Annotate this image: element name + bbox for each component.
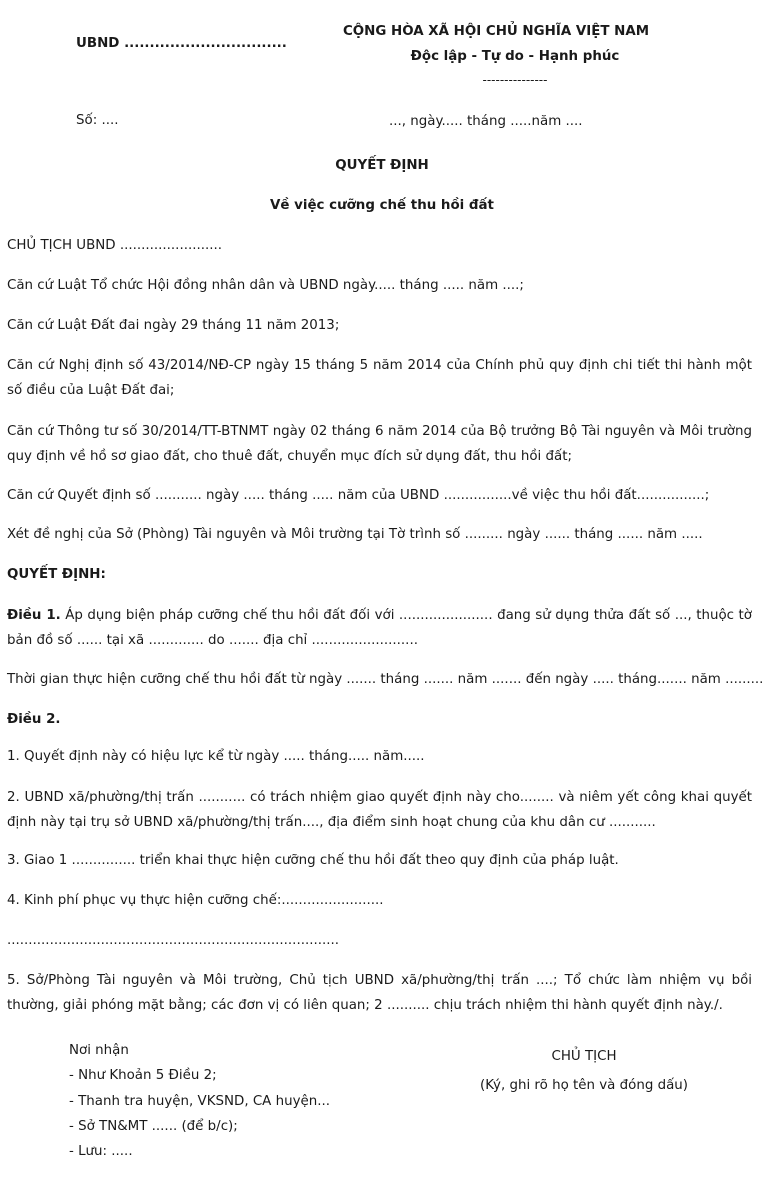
country-name: CỘNG HÒA XÃ HỘI CHỦ NGHĨA VIỆT NAM [342, 24, 650, 39]
signature-note: (Ký, ghi rõ họ tên và đóng dấu) [480, 1078, 688, 1093]
recipient-item: - Lưu: ..... [69, 1144, 133, 1159]
recipients-heading: Nơi nhận [69, 1043, 129, 1058]
article-2-item: 4. Kinh phí phục vụ thực hiện cưỡng chế:........................ [7, 893, 384, 908]
article-2-item: 5. Sở/Phòng Tài nguyên và Môi trường, Chủ tịch UBND xã/phường/thị trấn ....; Tổ chức làm nhiệm vụ bồi thường, giải phóng mặt bằng; các đơn vị có liên quan; 2 .......... chịu trách nhiệm thi hành quyết định này./. [7, 973, 752, 1013]
legal-basis: Căn cứ Luật Đất đai ngày 29 tháng 11 năm 2013; [7, 318, 340, 333]
dotted-line: .............................................................................. [7, 933, 340, 948]
legal-basis: Căn cứ Quyết định số ........... ngày ..... tháng ..... năm của UBND ................về việc thu hồi đất................; [7, 488, 710, 503]
legal-basis: Căn cứ Luật Tổ chức Hội đồng nhân dân và UBND ngày..... tháng ..... năm ....; [7, 278, 524, 293]
article-2-item: 3. Giao 1 ............... triển khai thực hiện cưỡng chế thu hồi đất theo quy định của pháp luật. [7, 853, 619, 868]
article-2-item: 1. Quyết định này có hiệu lực kể từ ngày ..... tháng..... năm..... [7, 749, 425, 764]
article-1 [7, 603, 752, 653]
document-subtitle: Về việc cưỡng chế thu hồi đất [270, 198, 494, 213]
article-1-text: Áp dụng biện pháp cưỡng chế thu hồi đất đối với ...................... đang sử dụng thửa đất số ..., thuộc tờ bản đồ số ...... tại xã ............. do ....... địa chỉ ......................... [7, 608, 752, 648]
document-title: QUYẾT ĐỊNH [335, 158, 429, 173]
document-number: Số: .... [76, 113, 119, 128]
motto-rule: --------------- [482, 73, 548, 87]
legal-basis: Căn cứ Nghị định số 43/2014/NĐ-CP ngày 15 tháng 5 năm 2014 của Chính phủ quy định chi tiết thi hành một số điều của Luật Đất đai; [7, 358, 752, 398]
issuing-authority: CHỦ TỊCH UBND ........................ [7, 238, 223, 253]
document-date: ..., ngày..... tháng .....năm .... [389, 114, 583, 129]
legal-basis: Căn cứ Thông tư số 30/2014/TT-BTNMT ngày 02 tháng 6 năm 2014 của Bộ trưởng Bộ Tài nguyên và Môi trường quy định về hồ sơ giao đất, cho thuê đất, chuyển mục đích sử dụng đất, thu hồi đất; [7, 424, 752, 464]
signatory-title: CHỦ TỊCH [551, 1049, 617, 1064]
article-1-label: Điều 1. [7, 608, 61, 623]
enforcement-period: Thời gian thực hiện cưỡng chế thu hồi đất từ ngày ....... tháng ....... năm ....... đến ngày ..... tháng....... năm ......... [7, 672, 764, 687]
decision-heading: QUYẾT ĐỊNH: [7, 567, 106, 582]
national-motto: Độc lập - Tự do - Hạnh phúc [410, 49, 620, 64]
recipient-item: - Như Khoản 5 Điều 2; [69, 1068, 217, 1083]
article-2-item: 2. UBND xã/phường/thị trấn ........... có trách nhiệm giao quyết định này cho........ và niêm yết công khai quyết định này tại trụ sở UBND xã/phường/thị trấn...., địa điểm sinh hoạt chung của khu dân cư ........... [7, 790, 752, 830]
legal-basis: Xét đề nghị của Sở (Phòng) Tài nguyên và Môi trường tại Tờ trình số ......... ngày ...... tháng ...... năm ..... [7, 527, 703, 542]
recipient-item: - Sở TN&MT ...... (để b/c); [69, 1119, 238, 1134]
issuing-org: UBND ................................ [76, 36, 287, 51]
article-2-label: Điều 2. [7, 712, 61, 727]
recipient-item: - Thanh tra huyện, VKSND, CA huyện... [69, 1094, 330, 1109]
